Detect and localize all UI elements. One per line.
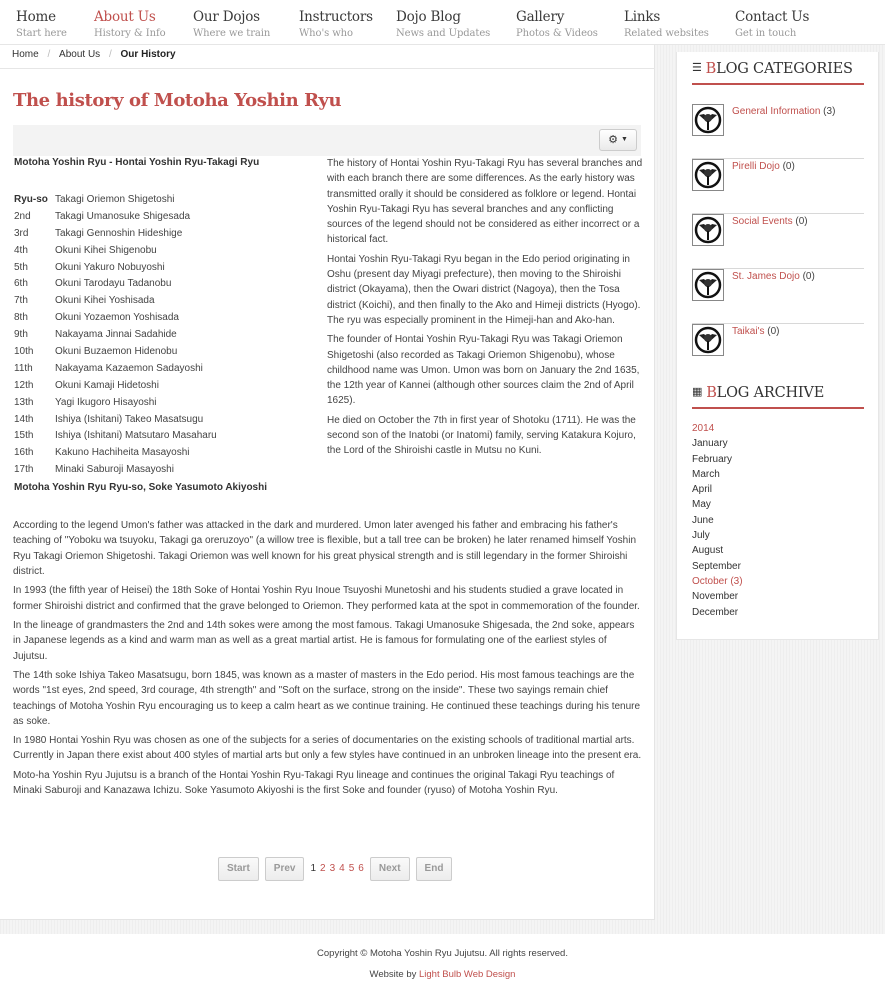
lineage-row (14, 326, 217, 343)
paragraph: In the lineage of grandmasters the 2nd and 14th sokes were among the most famous. Takagi Umanosuke Shigesada, the 2nd soke, appears in Japanese legends as a kind and warm man as well as a great martial artist. He is famous for formulating one of the earliest styles of Jujutsu. (13, 619, 635, 662)
lineage-row (14, 225, 217, 242)
lineage-rank: 11th (14, 362, 33, 374)
archive-month: June (692, 514, 714, 526)
article-body (13, 518, 643, 802)
nav-home[interactable] (16, 9, 67, 39)
lineage-name: Nakayama Kazaemon Sadayoshi (55, 362, 203, 374)
lineage-row (14, 292, 217, 309)
list-icon: ☰ (692, 61, 702, 74)
pagination-start-button[interactable]: Start (218, 857, 259, 881)
category-emblem-icon[interactable] (692, 269, 724, 301)
nav-sublabel: Who's who (299, 28, 353, 39)
nav-label: Home (16, 9, 56, 25)
nav-sublabel: Get in touch (735, 28, 797, 39)
paragraph: According to the legend Umon's father was attacked in the dark and murdered. Umon later avenged his father and embracing his father's teaching of "Yoboku wa tsuyoku, Takagi ga oreruzoyo" (a willow tree is flexible, but a tall tree can be broken) he later renamed himself Yoshin Ryu Takagi Oriemon Shigetoshi. Takagi Oriemon was well known for his great physical strength and is still legendary in the former Shiroishi district. (13, 520, 637, 578)
lineage-row (14, 461, 217, 478)
category-count: (0) (802, 271, 815, 282)
lineage-name: Okuni Yozaemon Yoshisada (55, 312, 179, 324)
archive-month: July (692, 530, 710, 542)
lineage-name: Yagi Ikugoro Hisayoshi (55, 396, 157, 408)
blog-archive-list (692, 421, 743, 620)
nav-sublabel: Start here (16, 28, 67, 39)
pagination-page-6[interactable]: 6 (358, 863, 364, 874)
lineage-name: Takagi Umanosuke Shigesada (55, 210, 191, 222)
nav-links[interactable] (624, 9, 709, 39)
lineage-row (14, 343, 217, 360)
lineage-name: Okuni Kihei Yoshisada (55, 295, 155, 307)
category-emblem-icon[interactable] (692, 214, 724, 246)
category-link[interactable]: General Information (732, 106, 821, 117)
lineage-row (14, 309, 217, 326)
pagination-page-2[interactable]: 2 (320, 863, 326, 874)
category-item (692, 159, 864, 214)
title-initial: B (705, 61, 717, 77)
nav-label: Gallery (516, 9, 565, 25)
lineage-rank: 9th (14, 329, 28, 341)
lineage-name: Okuni Yakuro Nobuyoshi (55, 261, 165, 273)
lineage-row (14, 394, 217, 411)
breadcrumb-separator: / (47, 49, 51, 60)
lineage-name: Minaki Saburoji Masayoshi (55, 464, 174, 476)
category-item (692, 104, 864, 159)
lineage-row (14, 259, 217, 276)
lineage-rank: 2nd (14, 210, 31, 222)
lineage-rank: 3rd (14, 227, 29, 239)
nav-label: Links (624, 9, 661, 25)
category-emblem-icon[interactable] (692, 104, 724, 136)
category-item (692, 214, 864, 269)
nav-gallery[interactable] (516, 9, 598, 39)
category-item (692, 324, 864, 379)
archive-year[interactable]: 2014 (692, 423, 715, 434)
title-initial: B (706, 385, 717, 401)
paragraph: In 1980 Hontai Yoshin Ryu was chosen as one of the subjects for a series of documentaries on the existing schools of traditional martial arts. Currently in Japan there exist about 400 styles of martial arts but only a few styles have continued in an unbroken lineage into the present era. (13, 735, 642, 762)
lineage-rank: 5th (14, 261, 28, 273)
lineage-title: Motoha Yoshin Ryu - Hontai Yoshin Ryu-Takagi Ryu (14, 157, 260, 168)
lineage-rank: 17th (14, 464, 34, 476)
sidebar (676, 52, 879, 640)
paragraph: He died on October the 7th in first year of Shotoku (1711). He was the second son of the Inatobi (or Inatomi) family, serving Katakura Kojuro, the Lord of the Shiroishi castle in Mutsu no Kuni. (327, 414, 636, 457)
archive-month: December (692, 606, 739, 618)
article-tools-button[interactable] (599, 129, 637, 151)
nav-about-us[interactable] (94, 9, 166, 39)
nav-label: About Us (94, 9, 156, 25)
pagination (218, 856, 458, 881)
lineage-rank: 16th (14, 447, 34, 459)
archive-month: April (692, 484, 713, 496)
breadcrumb-separator: / (108, 49, 112, 60)
archive-month: November (692, 591, 739, 603)
category-label (732, 271, 815, 282)
breadcrumb (0, 45, 655, 69)
nav-our-dojos[interactable] (193, 9, 270, 39)
breadcrumb-home[interactable]: Home (12, 49, 39, 60)
pagination-prev-button[interactable]: Prev (265, 857, 305, 881)
archive-month: May (692, 499, 711, 511)
nav-sublabel: Where we train (193, 28, 271, 39)
lineage-rank: Ryu-so (14, 193, 48, 205)
nav-dojo-blog[interactable] (396, 9, 490, 39)
lineage-name: Takagi Oriemon Shigetoshi (55, 193, 175, 205)
pagination-page-3[interactable]: 3 (329, 863, 336, 874)
nav-sublabel: Related websites (624, 28, 709, 39)
lineage-row (14, 377, 217, 394)
lineage-rank: 14th (14, 413, 34, 425)
blog-categories-title (692, 61, 864, 85)
archive-month: February (692, 453, 733, 465)
archive-month: January (692, 438, 728, 450)
paragraph: The 14th soke Ishiya Takeo Masatsugu, born 1845, was known as a master of masters in the Edo period. His most famous teachings are the words "1st eyes, 2nd speed, 3rd courage, 4th strength" and "Soft on the surface, strong on the inside". These two sayings remain chief teachings of Motoha Yoshin Ryu encouraging us to keep a calm heart as we continue training. He continued these teachings during his tenure as soke. (13, 669, 641, 727)
lineage-rank: 4th (14, 244, 28, 256)
credit-line (0, 969, 885, 980)
lineage-name: Okuni Tarodayu Tadanobu (55, 278, 172, 290)
history-intro (327, 156, 643, 463)
copyright-text: Copyright © Motoha Yoshin Ryu Jujutsu. All rights reserved. (317, 948, 568, 959)
calendar-icon: ▦ (692, 385, 703, 398)
breadcrumb-about-us[interactable]: About Us (59, 49, 101, 60)
pagination-page-5[interactable]: 5 (348, 863, 355, 874)
credit-prefix: Website by (369, 969, 417, 980)
category-label (732, 216, 808, 227)
nav-label: Dojo Blog (396, 9, 461, 25)
lineage-list (14, 156, 314, 493)
main-navigation (0, 0, 885, 45)
nav-instructors[interactable] (299, 9, 373, 39)
nav-sublabel: News and Updates (396, 28, 491, 39)
lineage-name: Nakayama Jinnai Sadahide (55, 329, 177, 341)
lineage-name: Ishiya (Ishitani) Takeo Masatsugu (55, 413, 204, 425)
title-rest: LOG ARCHIVE (716, 385, 825, 401)
credit-link[interactable]: Light Bulb Web Design (419, 969, 516, 980)
lineage-name: Okuni Kamaji Hidetoshi (55, 379, 159, 391)
lineage-row (14, 242, 217, 259)
archive-month: August (692, 545, 724, 557)
breadcrumb-current: Our History (120, 49, 176, 60)
archive-month-link[interactable]: October (3) (692, 575, 743, 587)
lineage-row (14, 360, 217, 377)
lineage-rank: 12th (14, 379, 34, 391)
category-count: (0) (795, 216, 808, 227)
article-toolbar (13, 125, 641, 156)
category-count: (0) (767, 326, 780, 337)
pagination-pages (310, 863, 367, 874)
nav-label: Contact Us (735, 9, 810, 25)
category-label (732, 106, 835, 117)
category-label (732, 161, 795, 172)
page-title: The history of Motoha Yoshin Ryu (13, 90, 342, 111)
pagination-page-4[interactable]: 4 (339, 863, 345, 874)
blog-archive-title (692, 385, 864, 409)
category-emblem-icon[interactable] (692, 159, 724, 191)
title-rest: LOG CATEGORIES (716, 61, 853, 77)
lineage-name: Okuni Buzaemon Hidenobu (55, 345, 178, 357)
footer (0, 934, 885, 992)
main-content (0, 45, 655, 920)
nav-contact-us[interactable] (735, 9, 809, 39)
lineage-rank: 10th (14, 345, 34, 357)
lineage-rank: 13th (14, 396, 34, 408)
lineage-rank: 8th (14, 312, 28, 324)
lineage-rank: 7th (14, 295, 28, 307)
paragraph: In 1993 (the fifth year of Heisei) the 18th Soke of Hontai Yoshin Ryu Inoue Tsuyoshi Munetoshi and his students studied a grave located in former Shiroishi district and confirmed that the grave belonged to Oriemon. They performed kata at the spot in commemoration of the founder. (13, 585, 640, 612)
archive-month: March (692, 468, 720, 480)
gear-icon: ⚙ (608, 134, 618, 146)
lineage-name: Kakuno Hachiheita Masayoshi (55, 447, 190, 459)
lineage-row (14, 427, 217, 444)
paragraph: Hontai Yoshin Ryu-Takagi Ryu began in the Edo period originating in Oshu (present day Miyagi prefecture), then moving to the Shiroishi district (Okayama), then the Owari district (Nagoya), then the Tosa district (Koichi), and then finally to the Ako and Himeji districts (Hyogo). The ryu was especially prominent in the Himeji-han and Ako-han. (327, 253, 641, 326)
lineage-row (14, 208, 217, 225)
caret-down-icon: ▼ (621, 136, 628, 144)
lineage-name: Takagi Gennoshin Hideshige (55, 227, 183, 239)
nav-sublabel: History & Info (94, 28, 166, 39)
paragraph: Moto-ha Yoshin Ryu Jujutsu is a branch of the Hontai Yoshin Ryu-Takagi Ryu lineage and continues the original Takagi Ryu teachings of Minaki Saburoji and Kanazawa Ichizu. Soke Yasumoto Akiyoshi is the first Soke and founder (ryuso) of Motoha Yoshin Ryu. (13, 769, 615, 796)
category-emblem-icon[interactable] (692, 324, 724, 356)
blog-categories-list (692, 104, 864, 379)
pagination-next-button[interactable]: Next (370, 857, 410, 881)
lineage-row (14, 275, 217, 292)
lineage-name: Okuni Kihei Shigenobu (55, 244, 157, 256)
category-label (732, 326, 780, 337)
lineage-rank: 6th (14, 278, 28, 290)
nav-sublabel: Photos & Videos (516, 28, 598, 39)
category-link[interactable]: St. James Dojo (732, 271, 800, 282)
lineage-rank: 15th (14, 430, 34, 442)
archive-month: September (692, 560, 741, 572)
category-count: (3) (823, 106, 836, 117)
lineage-footer: Motoha Yoshin Ryu Ryu-so, Soke Yasumoto Akiyoshi (14, 482, 268, 494)
paragraph: The history of Hontai Yoshin Ryu-Takagi Ryu has several branches and with each branch there are some differences. As the early history was transmitted orally it should be considered as folklore or legend. Hontai Yoshin Ryu-Takagi Ryu has several branches and any conflicting sources of the legend should not be considered as either incorrect or a historical fact. (327, 158, 643, 246)
category-link[interactable]: Social Events (732, 216, 793, 227)
category-link[interactable]: Taikai's (732, 326, 765, 337)
lineage-row (14, 411, 217, 428)
lineage-row (14, 191, 217, 208)
category-item (692, 269, 864, 324)
pagination-end-button[interactable]: End (416, 857, 453, 881)
lineage-name: Ishiya (Ishitani) Matsutaro Masaharu (55, 430, 217, 442)
category-link[interactable]: Pirelli Dojo (732, 161, 780, 172)
nav-label: Instructors (299, 9, 373, 25)
lineage-row (14, 444, 217, 461)
pagination-page-1: 1 (310, 863, 317, 874)
nav-label: Our Dojos (193, 9, 260, 25)
lineage-table (14, 191, 217, 478)
paragraph: The founder of Hontai Yoshin Ryu-Takagi Ryu was Takagi Oriemon Shigetoshi (also recorded as Takagi Oriemon Shigenobu), whose childhood name was Umon. Umon was born on January the 2nd 1635, the 12th year of Kannei (although other sources claim the 2nd of April 1625). (327, 334, 640, 407)
category-count: (0) (782, 161, 795, 172)
